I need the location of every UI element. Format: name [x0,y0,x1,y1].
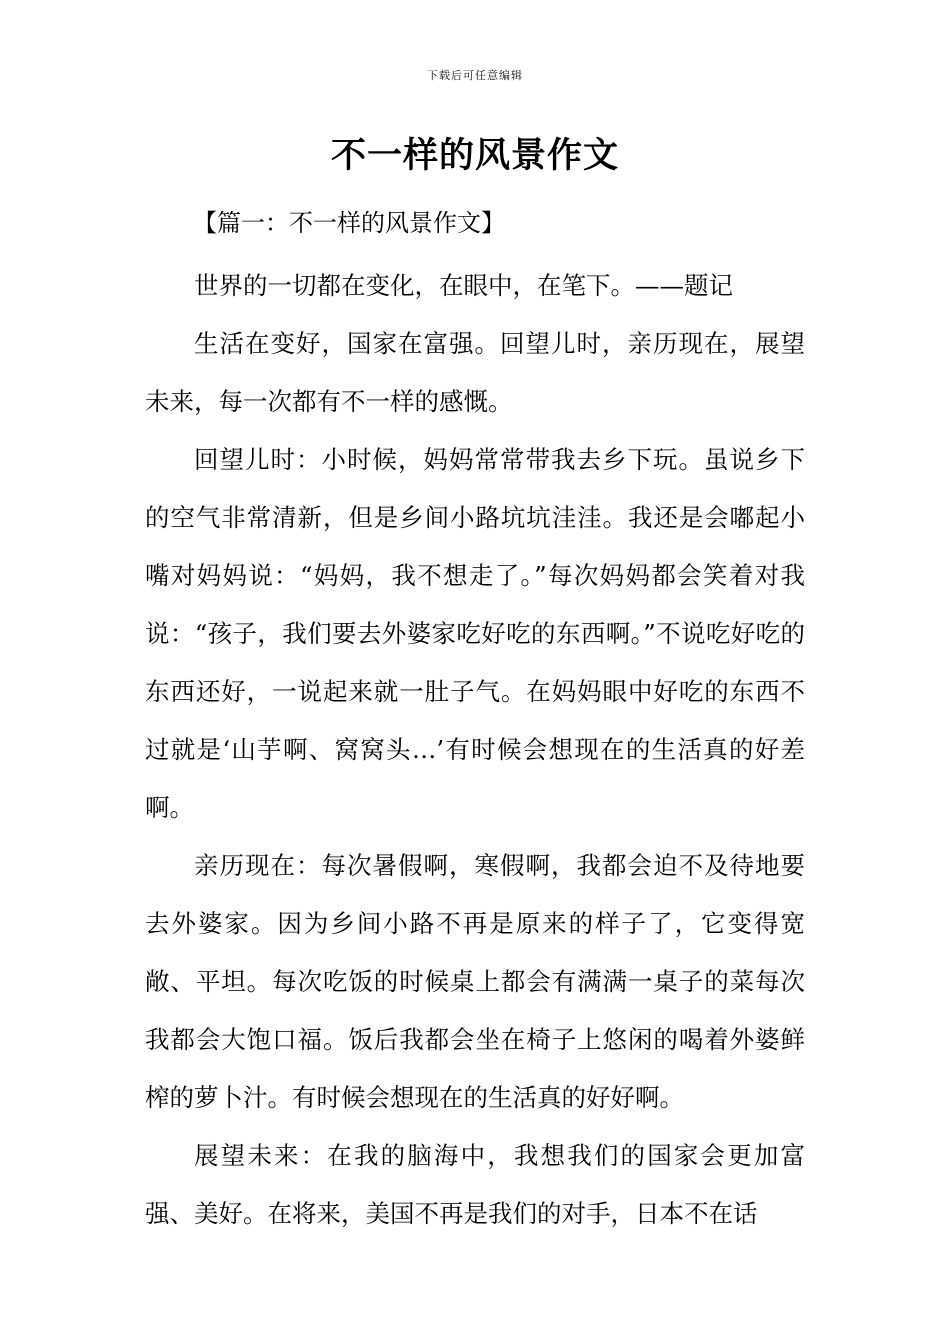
document-title: 不一样的风景作文 [330,136,619,176]
paragraph-epigraph: 世界的一切都在变化，在眼中，在笔下。——题记 [194,271,733,300]
header-note: 下载后可任意编辑 [427,69,523,82]
paragraph-present: 亲历现在：每次暑假啊，寒假啊，我都会迫不及待地要去外婆家。因为乡间小路不再是原来的样子了，它变得宽敞、平坦。每次吃饭的时候桌上都会有满满一桌子的菜每次我都会大饱口福。饭后我都会坐在椅子上悠闲的喝着外婆鲜榨的萝卜汁。有时候会想现在的生活真的好好啊。 [145,851,805,1112]
paragraph-childhood: 回望儿时：小时候，妈妈常常带我去乡下玩。虽说乡下的空气非常清新，但是乡间小路坑坑洼洼。我还是会嘟起小嘴对妈妈说：“妈妈，我不想走了。”每次妈妈都会笑着对我说：“孩子，我们要去外婆家吃好吃的东西啊。”不说吃好吃的东西还好，一说起来就一肚子气。在妈妈眼中好吃的东西不过就是‘山芋啊、窝窝头…’有时候会想现在的生活真的好差啊。 [145,445,805,822]
essay-body [145,257,805,1243]
paragraph-intro: 生活在变好，国家在富强。回望儿时，亲历现在，展望未来，每一次都有不一样的感慨。 [145,329,805,416]
paragraph-future: 展望未来：在我的脑海中，我想我们的国家会更加富强、美好。在将来，美国不再是我们的对手，日本不在话 [145,1141,805,1228]
section-heading: 【篇一：不一样的风景作文】 [193,209,505,237]
